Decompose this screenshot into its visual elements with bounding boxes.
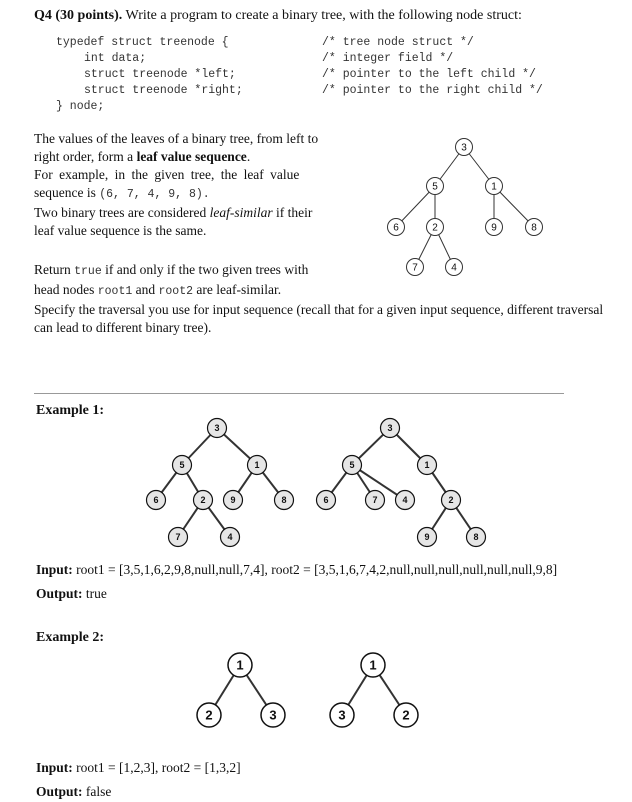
tree-node-label: 6 [153, 495, 159, 506]
paragraph-leaf-sequence [34, 130, 334, 240]
tree-node-label: 2 [402, 707, 410, 723]
example2-tree2-nodes [330, 653, 418, 727]
p1-line5-a: Two binary trees are considered [34, 205, 210, 220]
tree-node-label: 7 [412, 262, 418, 274]
tree-node-label: 1 [369, 657, 377, 673]
example2-output-text: false [82, 784, 112, 799]
question-text: Write a program to create a binary tree, with the following node struct: [122, 8, 522, 23]
tree-node-label: 1 [236, 657, 244, 673]
leaf-value-sequence-term: leaf value sequence [136, 149, 247, 164]
example1-tree2-edges [326, 428, 476, 537]
p2-line2 [34, 281, 624, 301]
code-comment-2: /* integer field */ [322, 52, 454, 65]
tree-node-label: 3 [214, 423, 220, 434]
code-line-3: struct treenode *left; [84, 68, 236, 81]
tree-node-label: 3 [338, 707, 346, 723]
code-line-1: typedef struct treenode { [56, 36, 229, 49]
code-comment-1: /* tree node struct */ [322, 36, 474, 49]
p1-line2-b: . [246, 149, 251, 164]
example1-trees-diagram [140, 415, 510, 550]
p2-line1-b: if and only if the two given trees with [101, 262, 309, 277]
example2-tree1-nodes [197, 653, 285, 727]
example1-input-text: root1 = [3,5,1,6,2,9,8,null,null,7,4], root2 = [3,5,1,6,7,4,2,null,null,null,null,null,null,9,8] [72, 562, 558, 577]
example-tree-edges [396, 147, 534, 267]
p1-line5 [34, 204, 334, 222]
example2-input-label: Input: [36, 760, 73, 775]
example2-title: Example 2: [36, 630, 105, 645]
tree-node-label: 1 [254, 460, 260, 471]
example-tree-nodes [388, 139, 543, 276]
code-comment-3: /* pointer to the left child */ [322, 68, 536, 81]
tree-node-label: 8 [531, 222, 537, 234]
tree-node-label: 3 [387, 423, 393, 434]
tree-node-label: 1 [491, 181, 497, 193]
p1-line6: leaf value sequence is the same. [34, 223, 207, 238]
question-header [34, 8, 522, 24]
p2-line1-a: Return [34, 262, 75, 277]
tree-node-label: 5 [349, 460, 355, 471]
tree-node-label: 2 [448, 495, 454, 506]
example-tree-diagram [380, 135, 560, 280]
tree-node-label: 8 [473, 532, 479, 543]
example2-input [36, 760, 241, 776]
tree-node-label: 9 [491, 222, 497, 234]
true-code: true [74, 265, 102, 278]
example2-output [36, 784, 111, 800]
example2-trees-diagram [185, 648, 435, 738]
tree-node-label: 6 [393, 222, 399, 234]
tree-node-label: 4 [451, 262, 457, 274]
tree-node-label: 1 [424, 460, 430, 471]
tree-node-label: 7 [175, 532, 181, 543]
example1-title: Example 1: [36, 403, 105, 418]
tree-node-label: 3 [269, 707, 277, 723]
code-line-5: } node; [56, 100, 105, 113]
example1-input [36, 562, 557, 578]
p1-line2-a: right order, form a [34, 149, 137, 164]
example2-input-text: root1 = [1,2,3], root2 = [1,3,2] [72, 760, 241, 775]
section-divider [34, 393, 564, 394]
root2-code: root2 [158, 285, 194, 298]
example-sequence-code: (6, 7, 4, 9, 8). [99, 188, 210, 201]
p1-line4-a: sequence is [34, 185, 100, 200]
tree-node-label: 3 [461, 142, 467, 154]
p2-line4: can lead to different binary tree). [34, 320, 212, 335]
question-label: Q4 (30 points). [34, 8, 123, 23]
example1-output-text: true [82, 586, 107, 601]
p2-line2-b: are leaf-similar. [193, 282, 282, 297]
p2-line2-a: head nodes [34, 282, 98, 297]
code-line-2: int data; [84, 52, 147, 65]
tree-node-label: 9 [230, 495, 236, 506]
tree-node-label: 6 [323, 495, 329, 506]
tree-node-label: 7 [372, 495, 378, 506]
example2-output-label: Output: [36, 784, 83, 799]
example1-input-label: Input: [36, 562, 73, 577]
tree-node-label: 2 [200, 495, 206, 506]
p1-line5-b: if their [272, 205, 313, 220]
code-line-4: struct treenode *right; [84, 84, 243, 97]
tree-node-label: 4 [227, 532, 233, 543]
example1-output [36, 586, 107, 602]
p1-line1: The values of the leaves of a binary tree, from left to [34, 131, 319, 146]
tree-node-label: 5 [179, 460, 185, 471]
tree-node-label: 9 [424, 532, 430, 543]
tree-node-label: 5 [432, 181, 438, 193]
example1-output-label: Output: [36, 586, 83, 601]
p1-line4 [34, 184, 334, 204]
code-comment-4: /* pointer to the right child */ [322, 84, 543, 97]
leaf-similar-term: leaf-similar [209, 205, 273, 220]
p2-line3: Specify the traversal you use for input sequence (recall that for a given input sequence, different traversal [34, 302, 604, 317]
tree-node-label: 4 [402, 495, 408, 506]
tree-node-label: 2 [205, 707, 213, 723]
p1-line2 [34, 148, 334, 166]
root1-code: root1 [97, 285, 133, 298]
tree-node-label: 2 [432, 222, 438, 234]
tree-node-label: 8 [281, 495, 287, 506]
p2-line2-mid: and [132, 282, 159, 297]
example1-tree1-edges [156, 428, 287, 537]
p1-line3: For example, in the given tree, the leaf value [34, 167, 300, 182]
